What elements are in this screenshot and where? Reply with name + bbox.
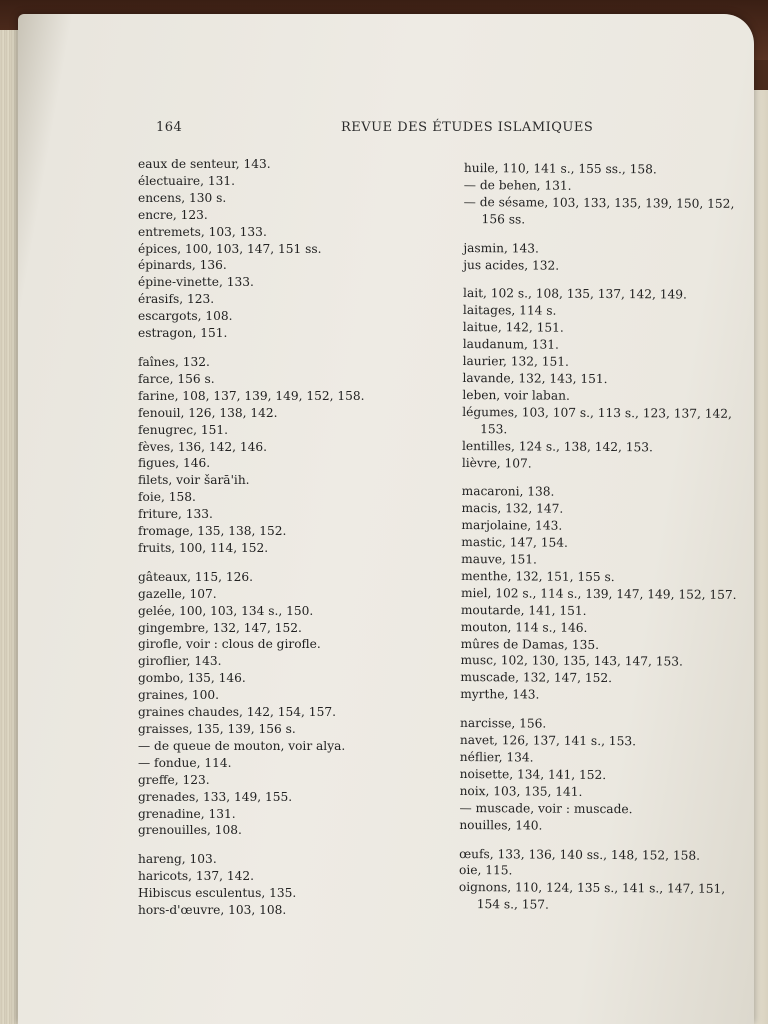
index-entry: néflier, 134.: [459, 749, 534, 765]
index-entry: graines, 100.: [138, 688, 219, 703]
index-entry: graisses, 135, 139, 156 s.: [138, 722, 296, 736]
index-entry: Hibiscus esculentus, 135.: [138, 886, 297, 901]
index-entry: navet, 126, 137, 141 s., 153.: [459, 733, 637, 749]
index-entry: fenouil, 126, 138, 142.: [138, 405, 278, 420]
index-entry: — de sésame, 103, 133, 135, 139, 150, 152,: [463, 194, 735, 211]
index-entry: gazelle, 107.: [138, 586, 217, 601]
index-entry: huile, 110, 141 s., 155 ss., 158.: [463, 160, 657, 177]
index-entry: estragon, 151.: [138, 326, 228, 341]
index-entry: oignons, 110, 124, 135 s., 141 s., 147, 151,: [458, 880, 726, 897]
index-entry: figues, 146.: [138, 456, 211, 471]
index-entry: œufs, 133, 136, 140 ss., 148, 152, 158.: [459, 846, 701, 863]
index-entry: entremets, 103, 133.: [138, 224, 267, 239]
index-entry: érasifs, 123.: [138, 292, 215, 307]
index-entry: girofle, voir : clous de girofle.: [138, 637, 321, 652]
index-entry: laitages, 114 s.: [462, 303, 557, 318]
index-entry: jasmin, 143.: [463, 240, 539, 256]
index-entry: eaux de senteur, 143.: [138, 157, 271, 171]
running-head: REVUE DES ÉTUDES ISLAMIQUES: [341, 120, 594, 135]
index-entry: noix, 103, 135, 141.: [459, 783, 583, 799]
index-entry: gingembre, 132, 147, 152.: [138, 620, 302, 635]
index-entry: lavande, 132, 143, 151.: [462, 370, 608, 386]
group-gap: [138, 839, 438, 851]
index-entry: faînes, 132.: [138, 354, 210, 369]
index-entry: mastic, 147, 154.: [461, 535, 568, 550]
index-entry: lentilles, 124 s., 138, 142, 153.: [461, 438, 653, 454]
index-entry: — de behen, 131.: [463, 177, 572, 193]
index-entry: 156 ss.: [481, 211, 526, 227]
index-entry: épine-vinette, 133.: [138, 275, 254, 290]
index-entry: giroflier, 143.: [138, 654, 222, 669]
group-gap: [138, 342, 438, 354]
index-entry: 153.: [480, 421, 508, 436]
index-entry: laurier, 132, 151.: [462, 354, 569, 369]
index-entry: marjolaine, 143.: [461, 518, 563, 533]
index-entry: laitue, 142, 151.: [462, 320, 564, 335]
index-entry: fruits, 100, 114, 152.: [138, 540, 269, 555]
index-entry: lait, 102 s., 108, 135, 137, 142, 149.: [463, 286, 688, 302]
index-entry: gelée, 100, 103, 134 s., 150.: [138, 603, 314, 618]
index-entry: menthe, 132, 151, 155 s.: [461, 568, 615, 584]
index-entry: encre, 123.: [138, 207, 208, 222]
index-entry: mauve, 151.: [461, 552, 537, 567]
index-entry: greffe, 123.: [138, 772, 210, 787]
index-entry: macaroni, 138.: [461, 484, 555, 500]
index-entry: foie, 158.: [138, 490, 196, 505]
index-entry: noisette, 134, 141, 152.: [459, 766, 607, 782]
index-entry: gâteaux, 115, 126.: [138, 569, 254, 584]
index-entry: — muscade, voir : muscade.: [459, 800, 633, 816]
index-entry: 154 s., 157.: [476, 897, 550, 912]
index-entry: électuaire, 131.: [138, 173, 235, 188]
index-column-left: [138, 156, 438, 919]
index-entry: farine, 108, 137, 139, 149, 152, 158.: [138, 388, 365, 403]
index-entry: légumes, 103, 107 s., 113 s., 123, 137, 142,: [462, 404, 733, 421]
index-entry: haricots, 137, 142.: [138, 869, 255, 884]
index-entry: grenadine, 131.: [138, 806, 236, 821]
index-entry: macis, 132, 147.: [461, 501, 564, 517]
index-entry: laudanum, 131.: [462, 337, 559, 352]
index-entry: leben, voir laban.: [462, 387, 570, 403]
index-entry: fromage, 135, 138, 152.: [138, 524, 287, 539]
index-entry: épices, 100, 103, 147, 151 ss.: [138, 241, 322, 256]
index-entry: graines chaudes, 142, 154, 157.: [138, 705, 336, 720]
index-entry: — de queue de mouton, voir alya.: [138, 738, 346, 753]
index-entry: musc, 102, 130, 135, 143, 147, 153.: [460, 653, 683, 670]
index-entry: oie, 115.: [458, 863, 513, 878]
index-entry: épinards, 136.: [138, 258, 227, 273]
index-entry: escargots, 108.: [138, 309, 233, 324]
index-entry: — fondue, 114.: [138, 755, 232, 770]
page-header: [156, 120, 596, 140]
index-entry: fenugrec, 151.: [138, 422, 228, 437]
index-entry: lièvre, 107.: [461, 455, 532, 470]
page-number: 164: [156, 120, 183, 135]
index-entry: fèves, 136, 142, 146.: [138, 439, 267, 454]
index-entry: hors-d'œuvre, 103, 108.: [138, 903, 287, 918]
index-entry: encens, 130 s.: [138, 190, 227, 205]
index-entry: friture, 133.: [138, 507, 213, 522]
index-entry: grenouilles, 108.: [138, 823, 242, 838]
index-entry: miel, 102 s., 114 s., 139, 147, 149, 152, 157.: [460, 585, 737, 602]
index-entry: jus acides, 132.: [463, 257, 560, 273]
index-entry: muscade, 132, 147, 152.: [460, 670, 613, 686]
index-entry: hareng, 103.: [138, 852, 217, 867]
index-entry: myrthe, 143.: [460, 687, 540, 702]
index-entry: filets, voir šarā'ih.: [138, 473, 250, 488]
index-entry: moutarde, 141, 151.: [460, 602, 587, 618]
index-entry: farce, 156 s.: [138, 371, 215, 386]
index-entry: gombo, 135, 146.: [138, 671, 246, 686]
index-entry: grenades, 133, 149, 155.: [138, 789, 293, 804]
index-entry: mûres de Damas, 135.: [460, 636, 600, 652]
group-gap: [138, 557, 438, 569]
index-entry: nouilles, 140.: [459, 817, 543, 833]
index-entry: narcisse, 156.: [460, 716, 547, 731]
index-column-right: [458, 160, 737, 915]
index-entry: mouton, 114 s., 146.: [460, 619, 588, 635]
